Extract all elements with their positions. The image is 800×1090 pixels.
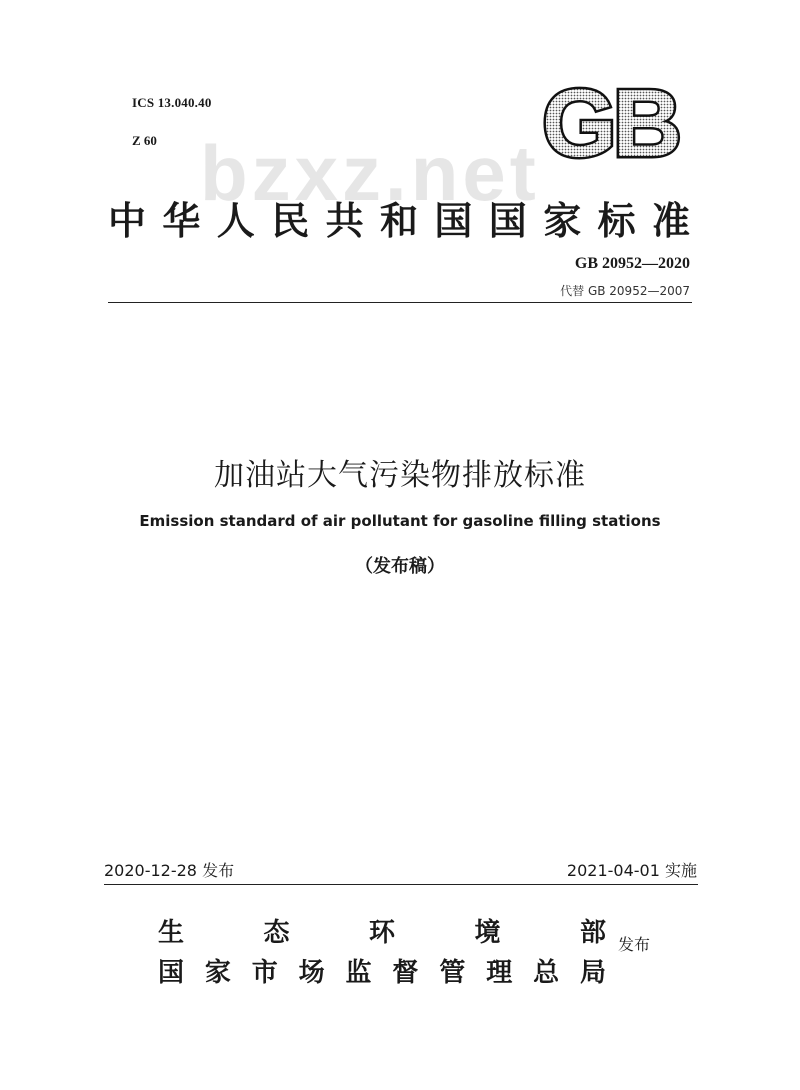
standard-number: GB 20952—2020 xyxy=(574,255,690,272)
document-title-english: Emission standard of air pollutant for gasoline filling stations xyxy=(139,512,661,530)
replaces-note: 代替 GB 20952—2007 xyxy=(560,284,690,298)
gb-logo xyxy=(528,82,692,166)
publish-label: 发布 xyxy=(618,935,651,954)
national-standard-title: 中华人民共和国国家标准 xyxy=(108,198,692,243)
gb-logo-letters: GB xyxy=(542,82,678,166)
document-title-chinese: 加油站大气污染物排放标准 xyxy=(214,458,586,493)
watermark: bzxz.net xyxy=(200,129,540,217)
issue-date: 2020-12-28 发布 xyxy=(104,861,235,880)
footer-divider xyxy=(104,884,698,885)
issuer-ministry: 生 态 环 境 部 xyxy=(158,918,606,948)
ccs-code: Z 60 xyxy=(132,133,157,148)
implementation-date: 2021-04-01 实施 xyxy=(566,861,697,880)
draft-note: （发布稿） xyxy=(355,556,445,577)
issuer-administration: 国家市场监督管理总局 xyxy=(158,958,606,988)
ics-code: ICS 13.040.40 xyxy=(132,95,212,110)
header-divider xyxy=(108,302,692,303)
